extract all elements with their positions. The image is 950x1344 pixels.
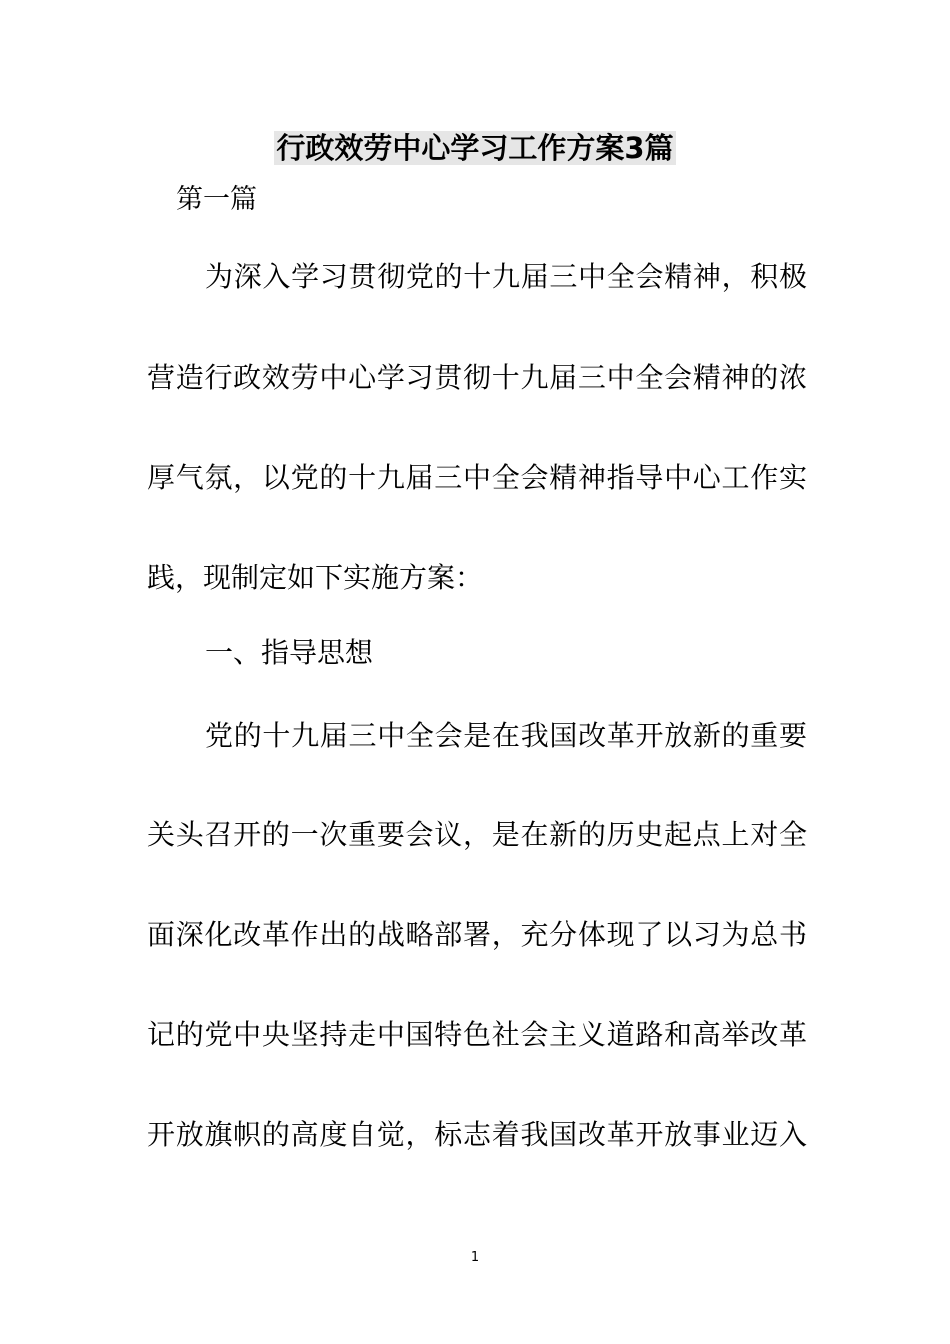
page-number: 1 [470, 1250, 480, 1265]
paragraph-line: 关头召开的一次重要会议，是在新的历史起点上对全 [147, 818, 807, 851]
section-heading: 一、指导思想 [205, 636, 374, 669]
paragraph-line: 厚气氛，以党的十九届三中全会精神指导中心工作实 [147, 461, 807, 494]
document-title: 行政效劳中心学习工作方案3篇 [276, 131, 674, 165]
paragraph-line: 营造行政效劳中心学习贯彻十九届三中全会精神的浓 [147, 361, 807, 394]
part-heading: 第一篇 [176, 184, 257, 215]
paragraph-line: 党的十九届三中全会是在我国改革开放新的重要 [205, 719, 807, 752]
paragraph-line: 开放旗帜的高度自觉，标志着我国改革开放事业迈入 [147, 1118, 807, 1151]
paragraph-line: 为深入学习贯彻党的十九届三中全会精神，积极 [205, 260, 807, 293]
paragraph-line: 践，现制定如下实施方案： [147, 561, 484, 594]
paragraph-line: 面深化改革作出的战略部署，充分体现了以习为总书 [147, 918, 807, 951]
paragraph-line: 记的党中央坚持走中国特色社会主义道路和高举改革 [147, 1018, 807, 1051]
